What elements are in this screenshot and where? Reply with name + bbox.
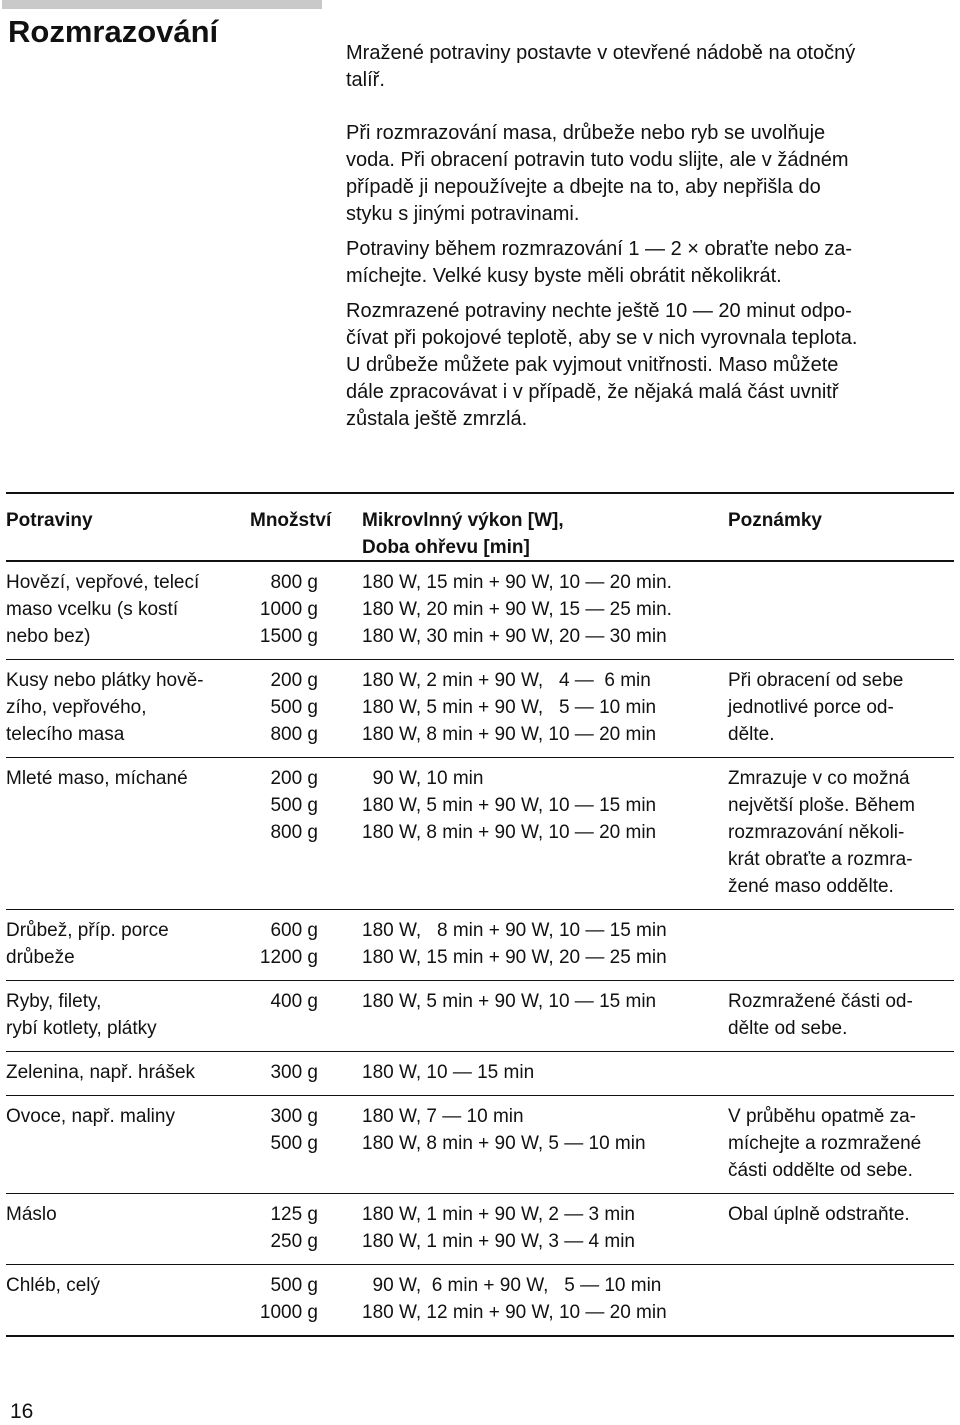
intro-paragraph-2 <box>346 120 952 228</box>
cell-food <box>6 1201 246 1228</box>
cell-food <box>6 1059 246 1086</box>
cell-line: 180 W, 1 min + 90 W, 2 — 3 min <box>362 1204 635 1225</box>
cell-line: 250 g <box>270 1231 318 1252</box>
text-line: Mražené potraviny postavte v otevřené nádobě na otočný <box>346 42 856 64</box>
cell-line: 800 g <box>270 572 318 593</box>
table-row <box>6 1096 954 1194</box>
cell-notes <box>728 667 954 748</box>
cell-power <box>362 1059 722 1086</box>
cell-line: zího, vepřového, <box>6 697 147 718</box>
text-line: voda. Při obracení potravin tuto vodu slijte, ale v žádném <box>346 149 849 171</box>
cell-power <box>362 1103 722 1157</box>
cell-line: 300 g <box>270 1106 318 1127</box>
cell-line: 300 g <box>270 1062 318 1083</box>
cell-amount <box>246 917 318 971</box>
cell-food <box>6 988 246 1042</box>
section-bar <box>2 0 322 9</box>
cell-line: 500 g <box>270 697 318 718</box>
cell-food <box>6 1272 246 1299</box>
cell-line: 180 W, 1 min + 90 W, 3 — 4 min <box>362 1231 635 1252</box>
table-row <box>6 562 954 660</box>
table-row <box>6 660 954 758</box>
intro-paragraph-1 <box>346 40 952 94</box>
text-line: styku s jinými potravinami. <box>346 203 580 225</box>
cell-food <box>6 1103 246 1130</box>
header-power <box>362 507 722 561</box>
text-line: dále zpracovávat i v případě, že nějaká malá část uvnitř <box>346 381 839 403</box>
cell-line: Rozmražené části od- <box>728 991 913 1012</box>
cell-line: 180 W, 8 min + 90 W, 10 — 15 min <box>362 920 667 941</box>
cell-line: drůbeže <box>6 947 75 968</box>
cell-power <box>362 667 722 748</box>
cell-line: Chléb, celý <box>6 1275 100 1296</box>
cell-food <box>6 667 246 748</box>
cell-notes <box>728 765 954 900</box>
cell-line: nebo bez) <box>6 626 91 647</box>
cell-power <box>362 1272 722 1326</box>
cell-power <box>362 765 722 846</box>
cell-line: žené maso oddělte. <box>728 876 894 897</box>
cell-line: 180 W, 30 min + 90 W, 20 — 30 min <box>362 626 667 647</box>
cell-line: 1000 g <box>259 599 318 620</box>
cell-amount <box>246 667 318 748</box>
header-power-line: Mikrovlnný výkon [W], <box>362 510 564 531</box>
text-line: U drůbeže můžete pak vyjmout vnitřnosti. Maso můžete <box>346 354 839 376</box>
text-line: zůstala ještě zmrzlá. <box>346 408 528 430</box>
cell-line: 500 g <box>270 1133 318 1154</box>
cell-line: míchejte a rozmražené <box>728 1133 922 1154</box>
cell-line: 180 W, 8 min + 90 W, 5 — 10 min <box>362 1133 646 1154</box>
cell-line: Ovoce, např. maliny <box>6 1106 175 1127</box>
cell-line: 200 g <box>270 670 318 691</box>
cell-line: telecího masa <box>6 724 125 745</box>
cell-amount <box>246 988 318 1015</box>
cell-line: 1500 g <box>259 626 318 647</box>
cell-line: 1200 g <box>259 947 318 968</box>
cell-line: maso vcelku (s kostí <box>6 599 179 620</box>
cell-line: 200 g <box>270 768 318 789</box>
cell-line: Ryby, filety, <box>6 991 102 1012</box>
cell-amount <box>246 765 318 846</box>
cell-amount <box>246 1201 318 1255</box>
header-food: Potraviny <box>6 510 93 531</box>
cell-line: V průběhu opatmě za- <box>728 1106 917 1127</box>
cell-amount <box>246 569 318 650</box>
cell-line: 180 W, 5 min + 90 W, 10 — 15 min <box>362 795 657 816</box>
cell-notes <box>728 988 954 1042</box>
defrost-table <box>6 492 954 1337</box>
cell-line: 1000 g <box>259 1302 318 1323</box>
cell-line: Drůbež, příp. porce <box>6 920 169 941</box>
cell-line: rybí kotlety, plátky <box>6 1018 157 1039</box>
cell-line: dělte. <box>728 724 775 745</box>
text-line: případě ji nepoužívejte a dbejte na to, aby nepřišla do <box>346 176 821 198</box>
cell-line: 180 W, 7 — 10 min <box>362 1106 524 1127</box>
cell-line: 180 W, 8 min + 90 W, 10 — 20 min <box>362 724 657 745</box>
intro-paragraph-4 <box>346 298 952 433</box>
cell-line: největší ploše. Během <box>728 795 915 816</box>
cell-line: 500 g <box>270 1275 318 1296</box>
table-row <box>6 1265 954 1337</box>
cell-line: 90 W, 6 min + 90 W, 5 — 10 min <box>362 1275 662 1296</box>
cell-line: 800 g <box>270 724 318 745</box>
cell-line: 600 g <box>270 920 318 941</box>
section-title: Rozmrazování <box>8 14 219 49</box>
cell-line: části oddělte od sebe. <box>728 1160 913 1181</box>
cell-line: 180 W, 15 min + 90 W, 20 — 25 min <box>362 947 667 968</box>
page-number: 16 <box>10 1400 34 1423</box>
intro-text <box>346 40 952 441</box>
cell-power <box>362 988 722 1015</box>
cell-line: Kusy nebo plátky hově- <box>6 670 204 691</box>
cell-food <box>6 917 246 971</box>
cell-power <box>362 917 722 971</box>
cell-amount <box>246 1059 318 1086</box>
table-row <box>6 758 954 910</box>
cell-line: dělte od sebe. <box>728 1018 848 1039</box>
table-header <box>6 492 954 562</box>
cell-power <box>362 1201 722 1255</box>
table-row <box>6 1194 954 1265</box>
header-power-line: Doba ohřevu [min] <box>362 537 530 558</box>
cell-line: Obal úplně odstraňte. <box>728 1204 910 1225</box>
cell-line: 180 W, 10 — 15 min <box>362 1062 535 1083</box>
cell-line: Máslo <box>6 1204 57 1225</box>
table-body <box>6 562 954 1337</box>
text-line: čívat při pokojové teplotě, aby se v nich vyrovnala teplota. <box>346 327 858 349</box>
cell-line: 180 W, 12 min + 90 W, 10 — 20 min <box>362 1302 667 1323</box>
text-line: talíř. <box>346 69 385 91</box>
text-line: Potraviny během rozmrazování 1 — 2 × obraťte nebo za- <box>346 238 853 260</box>
cell-line: Hovězí, vepřové, telecí <box>6 572 200 593</box>
cell-line: 90 W, 10 min <box>362 768 484 789</box>
cell-line: 180 W, 20 min + 90 W, 15 — 25 min. <box>362 599 672 620</box>
cell-line: 180 W, 5 min + 90 W, 5 — 10 min <box>362 697 657 718</box>
cell-line: 180 W, 5 min + 90 W, 10 — 15 min <box>362 991 657 1012</box>
cell-line: Zmrazuje v co možná <box>728 768 910 789</box>
table-row <box>6 1052 954 1096</box>
cell-line: rozmrazování několi- <box>728 822 905 843</box>
text-line: Rozmrazené potraviny nechte ještě 10 — 20 minut odpo- <box>346 300 852 322</box>
table-row <box>6 910 954 981</box>
cell-line: Mleté maso, míchané <box>6 768 188 789</box>
cell-line: 500 g <box>270 795 318 816</box>
cell-food <box>6 765 246 792</box>
cell-line: jednotlivé porce od- <box>728 697 894 718</box>
cell-line: 125 g <box>270 1204 318 1225</box>
cell-amount <box>246 1103 318 1157</box>
cell-amount <box>246 1272 318 1326</box>
cell-line: Při obracení od sebe <box>728 670 904 691</box>
cell-food <box>6 569 246 650</box>
header-notes: Poznámky <box>728 510 822 531</box>
text-line: míchejte. Velké kusy byste měli obrátit několikrát. <box>346 265 782 287</box>
cell-notes <box>728 1201 954 1228</box>
table-row <box>6 981 954 1052</box>
cell-line: 180 W, 2 min + 90 W, 4 — 6 min <box>362 670 651 691</box>
cell-line: krát obraťte a rozmra- <box>728 849 913 870</box>
text-line: Při rozmrazování masa, drůbeže nebo ryb se uvolňuje <box>346 122 826 144</box>
cell-power <box>362 569 722 650</box>
cell-line: 180 W, 8 min + 90 W, 10 — 20 min <box>362 822 657 843</box>
cell-line: Zelenina, např. hrášek <box>6 1062 196 1083</box>
header-amount: Množství <box>250 510 332 531</box>
cell-line: 400 g <box>270 991 318 1012</box>
cell-line: 180 W, 15 min + 90 W, 10 — 20 min. <box>362 572 672 593</box>
cell-notes <box>728 1103 954 1184</box>
intro-paragraph-3 <box>346 236 952 290</box>
cell-line: 800 g <box>270 822 318 843</box>
